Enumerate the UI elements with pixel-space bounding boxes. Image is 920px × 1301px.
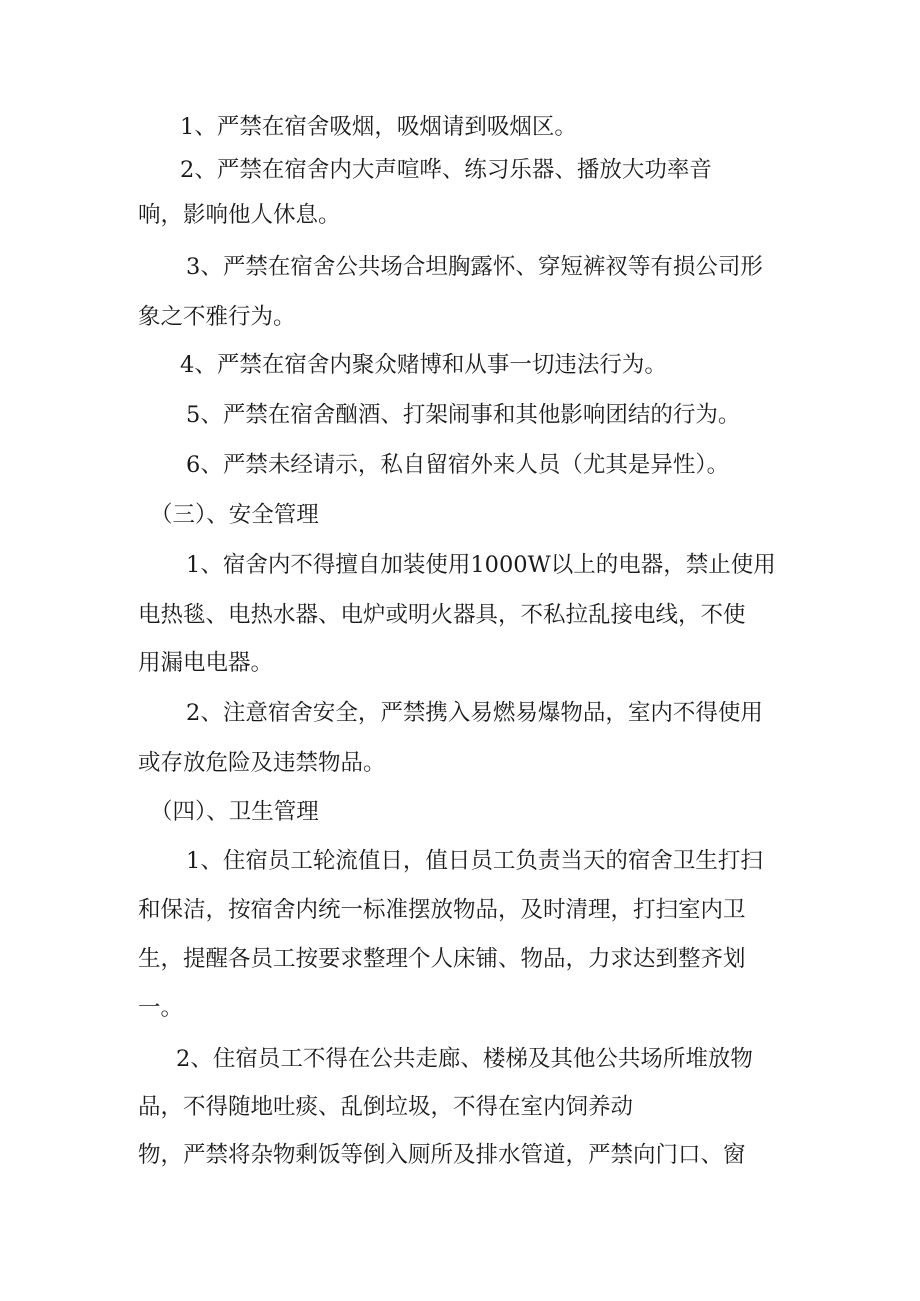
text-line: 和保洁，按宿舍内统一标准摆放物品，及时清理，打扫室内卫 (138, 897, 746, 923)
text-line: 5、严禁在宿舍酗酒、打架闹事和其他影响团结的行为。 (186, 402, 741, 428)
text-line: 或存放危险及违禁物品。 (138, 750, 386, 776)
text-line: 一。 (138, 995, 184, 1021)
text-line: 6、严禁未经请示，私自留宿外来人员（尤其是异性）。 (186, 452, 730, 478)
text-line: 电热毯、电热水器、电炉或明火器具，不私拉乱接电线，不使 (138, 602, 746, 628)
text-line: 响，影响他人休息。 (138, 202, 341, 228)
text-line: 2、严禁在宿舍内大声喧哗、练习乐器、播放大功率音 (180, 157, 712, 183)
text-line: 象之不雅行为。 (138, 304, 296, 330)
section-heading: （四）、卫生管理 (150, 799, 319, 825)
text-line: 1、住宿员工轮流值日，值日员工负责当天的宿舍卫生打扫 (186, 848, 763, 874)
text-line: 物，严禁将杂物剩饭等倒入厕所及排水管道，严禁向门口、窗 (138, 1142, 746, 1168)
text-line: 4、严禁在宿舍内聚众赌博和从事一切违法行为。 (180, 352, 667, 378)
text-line: 1、严禁在宿舍吸烟，吸烟请到吸烟区。 (180, 114, 577, 140)
text-line: 生，提醒各员工按要求整理个人床铺、物品，力求达到整齐划 (138, 946, 746, 972)
text-line: 3、严禁在宿舍公共场合坦胸露怀、穿短裤衩等有损公司形 (186, 254, 763, 280)
text-line: 用漏电电器。 (138, 650, 274, 676)
text-line: 2、注意宿舍安全，严禁携入易燃易爆物品，室内不得使用 (186, 700, 763, 726)
section-heading: （三）、安全管理 (150, 502, 319, 528)
text-line: 2、住宿员工不得在公共走廊、楼梯及其他公共场所堆放物 (176, 1046, 753, 1072)
text-line: 品，不得随地吐痰、乱倒垃圾，不得在室内饲养动 (138, 1094, 634, 1120)
text-line: 1、宿舍内不得擅自加装使用1000W以上的电器，禁止使用 (186, 552, 776, 578)
